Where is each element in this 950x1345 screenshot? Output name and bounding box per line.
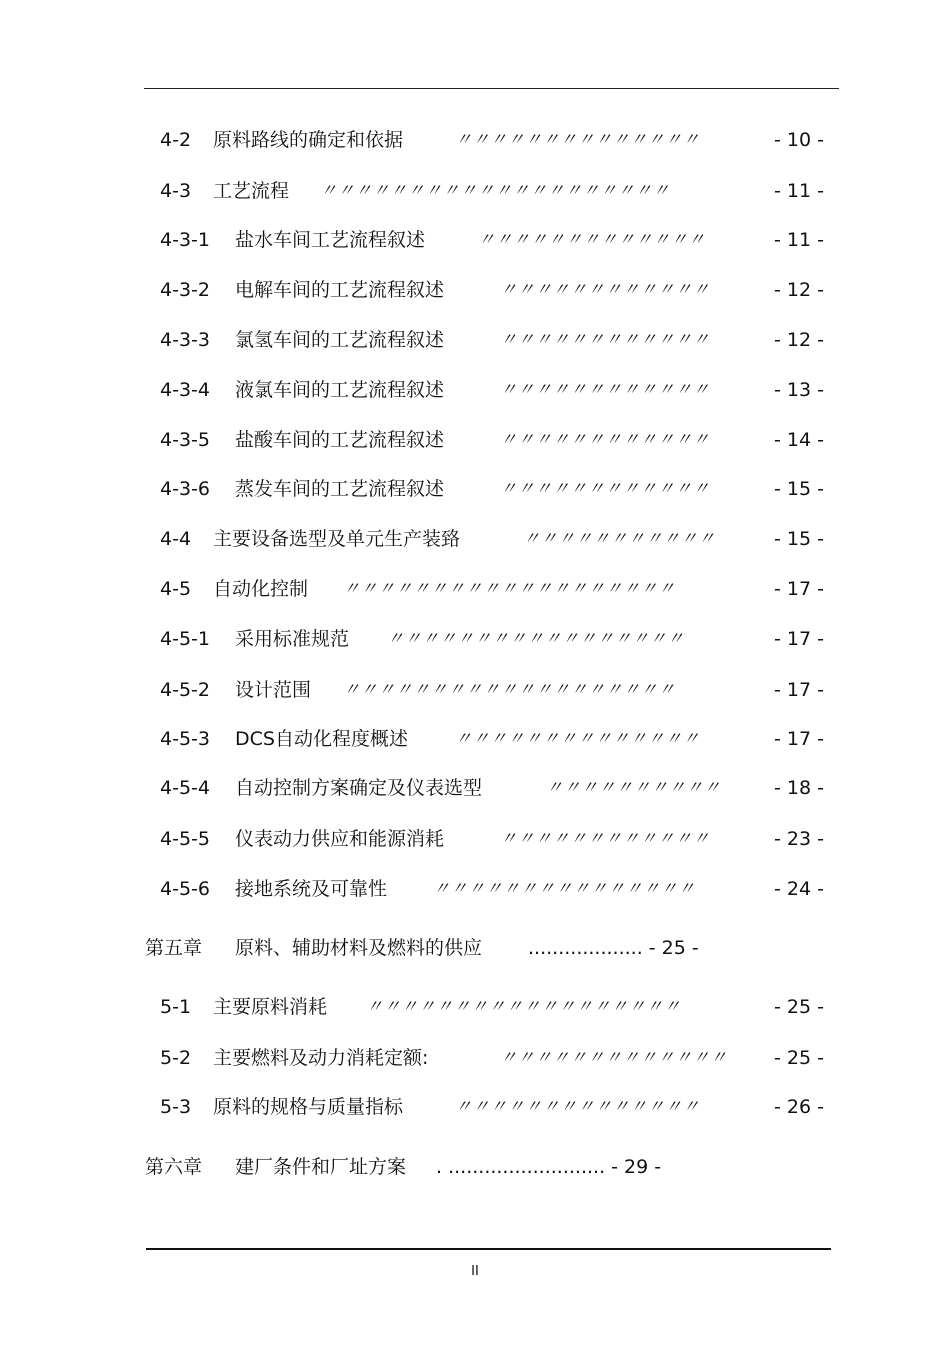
dot-leader: 〃〃〃〃〃〃〃〃〃〃〃〃 — [500, 380, 710, 399]
footer-rule — [146, 1248, 831, 1250]
toc-entry-4-5-2[interactable] — [0, 677, 950, 703]
page-folio: II — [471, 1264, 479, 1279]
chapter-title: 建厂条件和厂址方案 — [235, 1156, 407, 1178]
entry-number: 4-5-4 — [160, 777, 210, 799]
chapter-title: 原料、辅助材料及燃料的供应 — [235, 937, 483, 959]
chapter-number: 第六章 — [145, 1156, 203, 1178]
page-number: - 17 - — [774, 679, 824, 701]
entry-number: 4-5-6 — [160, 878, 210, 900]
dot-leader: 〃〃〃〃〃〃〃〃〃〃〃〃 — [500, 479, 710, 498]
entry-title: 仪表动力供应和能源消耗 — [235, 828, 445, 850]
page-number: - 15 - — [774, 528, 824, 550]
entry-number: 5-2 — [160, 1047, 192, 1069]
header-rule — [144, 88, 839, 89]
chapter-leader-page: ................... - 25 - — [528, 937, 699, 959]
entry-title: 自动控制方案确定及仪表选型 — [235, 777, 483, 799]
dot-leader: 〃〃〃〃〃〃〃〃〃〃〃〃〃 — [500, 1048, 728, 1067]
entry-title: 主要燃料及动力消耗定额: — [213, 1047, 429, 1069]
toc-entry-4-5-6[interactable] — [0, 876, 950, 902]
chapter-number: 第五章 — [145, 937, 203, 959]
entry-number: 4-3-3 — [160, 329, 210, 351]
entry-number: 4-3-2 — [160, 279, 210, 301]
entry-title: 电解车间的工艺流程叙述 — [235, 279, 445, 301]
entry-number: 4-2 — [160, 129, 192, 151]
dot-leader: 〃〃〃〃〃〃〃〃〃〃〃〃 — [500, 829, 710, 848]
entry-title: 主要设备选型及单元生产装臵 — [213, 528, 461, 550]
page-number: - 25 - — [774, 996, 824, 1018]
entry-number: 4-5-2 — [160, 679, 210, 701]
toc-entry-4-3-3[interactable] — [0, 327, 950, 353]
entry-number: 5-1 — [160, 996, 192, 1018]
entry-number: 4-5 — [160, 578, 192, 600]
entry-title: 原料的规格与质量指标 — [213, 1096, 404, 1118]
toc-entry-5-3[interactable] — [0, 1094, 950, 1120]
entry-title: 原料路线的确定和依据 — [213, 129, 404, 151]
toc-entry-4-3-6[interactable] — [0, 476, 950, 502]
page-number: - 10 - — [774, 129, 824, 151]
page-number: - 11 - — [774, 229, 824, 251]
dot-leader: 〃〃〃〃〃〃〃〃〃〃〃〃〃〃 — [455, 729, 700, 748]
entry-number: 5-3 — [160, 1096, 192, 1118]
toc-entry-4-2[interactable] — [0, 127, 950, 153]
toc-entry-4-5[interactable] — [0, 576, 950, 602]
dot-leader: 〃〃〃〃〃〃〃〃〃〃〃〃〃〃〃 — [433, 879, 696, 898]
entry-number: 4-3 — [160, 180, 192, 202]
dot-leader: 〃〃〃〃〃〃〃〃〃〃〃〃〃 — [478, 230, 706, 249]
page-number: - 15 - — [774, 478, 824, 500]
entry-title: 工艺流程 — [213, 180, 290, 202]
page-number: - 17 - — [774, 628, 824, 650]
dot-leader: 〃〃〃〃〃〃〃〃〃〃〃 — [523, 529, 716, 548]
entry-number: 4-4 — [160, 528, 192, 550]
toc-entry-4-4[interactable] — [0, 526, 950, 552]
dot-leader: 〃〃〃〃〃〃〃〃〃〃〃〃 — [500, 430, 710, 449]
entry-title: DCS自动化程度概述 — [235, 728, 408, 750]
dot-leader: 〃〃〃〃〃〃〃〃〃〃〃〃〃〃 — [455, 1097, 700, 1116]
toc-entry-5-1[interactable] — [0, 994, 950, 1020]
page-number: - 17 - — [774, 728, 824, 750]
toc-entry-4-5-1[interactable] — [0, 626, 950, 652]
entry-number: 4-3-5 — [160, 429, 210, 451]
entry-title: 采用标准规范 — [235, 628, 350, 650]
dot-leader: 〃〃〃〃〃〃〃〃〃〃〃〃〃〃〃〃〃〃〃 — [343, 680, 676, 699]
toc-entry-4-3[interactable] — [0, 178, 950, 204]
dot-leader: 〃〃〃〃〃〃〃〃〃〃 — [546, 778, 721, 797]
dot-leader: 〃〃〃〃〃〃〃〃〃〃〃〃〃〃〃〃〃〃〃〃 — [320, 181, 670, 200]
toc-chapter-5[interactable] — [0, 935, 950, 961]
toc-entry-4-3-5[interactable] — [0, 427, 950, 453]
dot-leader: 〃〃〃〃〃〃〃〃〃〃〃〃〃〃 — [455, 130, 700, 149]
dot-leader: 〃〃〃〃〃〃〃〃〃〃〃〃〃〃〃〃〃〃〃 — [343, 579, 676, 598]
entry-number: 4-3-4 — [160, 379, 210, 401]
dot-leader: 〃〃〃〃〃〃〃〃〃〃〃〃〃〃〃〃〃 — [387, 629, 685, 648]
page-number: - 25 - — [774, 1047, 824, 1069]
entry-title: 氯氢车间的工艺流程叙述 — [235, 329, 445, 351]
page-number: - 17 - — [774, 578, 824, 600]
page-number: - 24 - — [774, 878, 824, 900]
page-number: - 11 - — [774, 180, 824, 202]
toc-entry-5-2[interactable] — [0, 1045, 950, 1071]
chapter-leader-page: . .......................... - 29 - — [436, 1156, 662, 1178]
entry-number: 4-3-6 — [160, 478, 210, 500]
page-number: - 13 - — [774, 379, 824, 401]
entry-title: 液氯车间的工艺流程叙述 — [235, 379, 445, 401]
dot-leader: 〃〃〃〃〃〃〃〃〃〃〃〃 — [500, 280, 710, 299]
entry-title: 设计范围 — [235, 679, 312, 701]
entry-number: 4-3-1 — [160, 229, 210, 251]
page-number: - 12 - — [774, 329, 824, 351]
page-number: - 23 - — [774, 828, 824, 850]
toc-entry-4-3-4[interactable] — [0, 377, 950, 403]
entry-title: 蒸发车间的工艺流程叙述 — [235, 478, 445, 500]
entry-number: 4-5-5 — [160, 828, 210, 850]
toc-entry-4-5-5[interactable] — [0, 826, 950, 852]
entry-number: 4-5-3 — [160, 728, 210, 750]
toc-entry-4-3-1[interactable] — [0, 227, 950, 253]
page-number: - 26 - — [774, 1096, 824, 1118]
entry-title: 盐水车间工艺流程叙述 — [235, 229, 426, 251]
dot-leader: 〃〃〃〃〃〃〃〃〃〃〃〃〃〃〃〃〃〃 — [366, 997, 681, 1016]
page-number: - 12 - — [774, 279, 824, 301]
entry-title: 盐酸车间的工艺流程叙述 — [235, 429, 445, 451]
toc-entry-4-5-4[interactable] — [0, 775, 950, 801]
toc-chapter-6[interactable] — [0, 1154, 950, 1180]
page-number: - 18 - — [774, 777, 824, 799]
dot-leader: 〃〃〃〃〃〃〃〃〃〃〃〃 — [500, 330, 710, 349]
entry-number: 4-5-1 — [160, 628, 210, 650]
toc-entry-4-3-2[interactable] — [0, 277, 950, 303]
entry-title: 自动化控制 — [213, 578, 309, 600]
entry-title: 接地系统及可靠性 — [235, 878, 388, 900]
toc-entry-4-5-3[interactable] — [0, 726, 950, 752]
entry-title: 主要原料消耗 — [213, 996, 328, 1018]
page-number: - 14 - — [774, 429, 824, 451]
